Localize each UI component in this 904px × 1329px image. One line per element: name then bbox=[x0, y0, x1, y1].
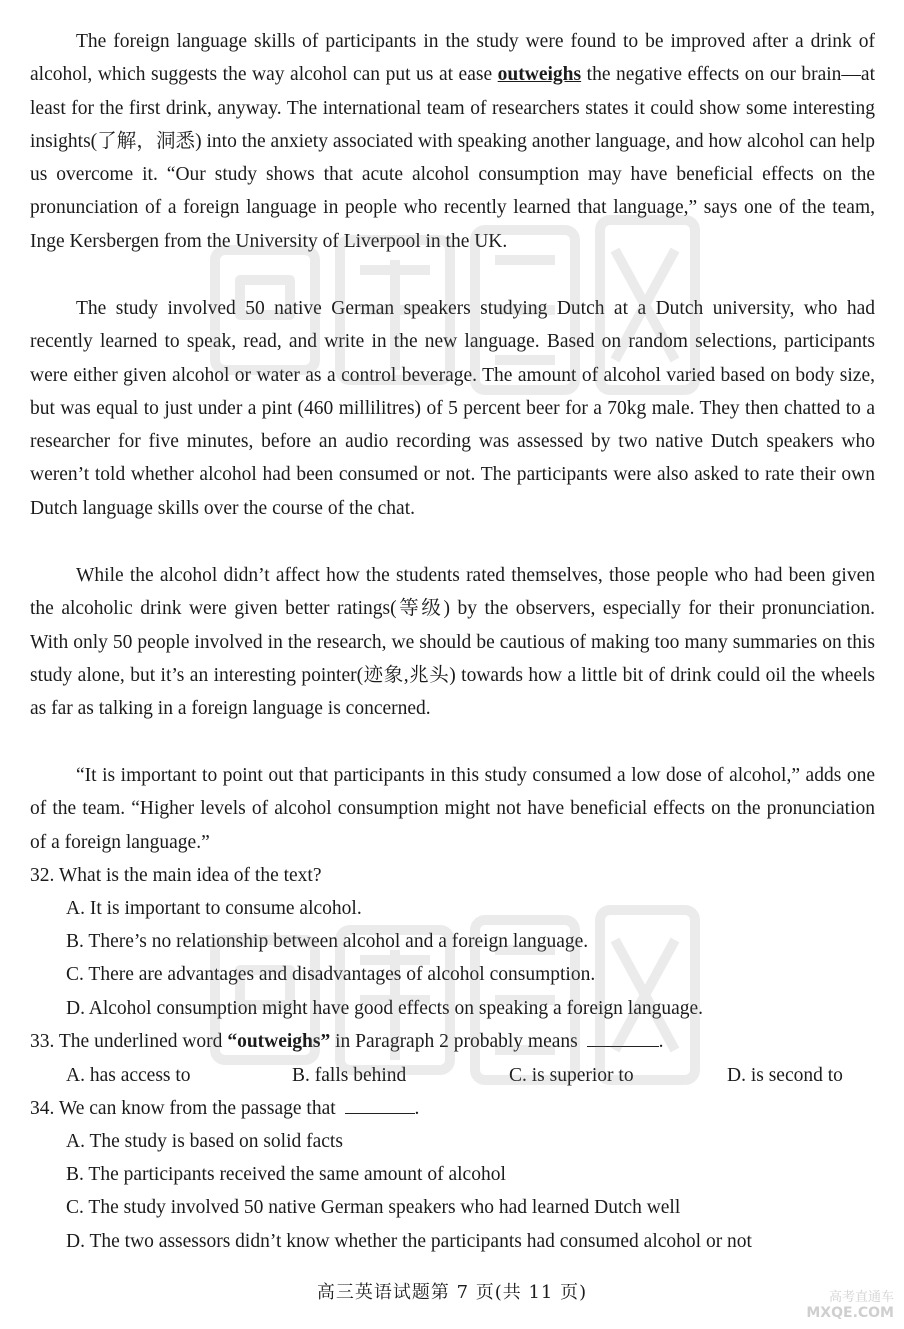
question-33-option-b: B. falls behind bbox=[292, 1065, 407, 1086]
question-33-option-a: A. has access to bbox=[66, 1065, 191, 1086]
question-34-stem-end: . bbox=[414, 1098, 420, 1119]
underlined-keyword: outweighs bbox=[497, 64, 582, 86]
question-34-option-b: B. The participants received the same amount of alcohol bbox=[66, 1164, 506, 1185]
question-33-stem-post: in Paragraph 2 probably means bbox=[330, 1031, 583, 1052]
paragraph-3-text: While the alcohol didn’t affect how the students rated themselves, those people who had been given the alcoholic drink were given better ratings(等级) by the observers, especially for their pronunciation. With only 50 people involved in the research, we should be cautious of making too many summaries on this study alone, but it’s an interesting pointer(迹象,兆头) towards how a little bit of drink could oil the wheels as far as talking in a foreign language is concerned. bbox=[30, 565, 875, 720]
question-32-option-d: D. Alcohol consumption might have good effects on speaking a foreign language. bbox=[66, 998, 704, 1019]
question-34-option-d: D. The two assessors didn’t know whether the participants had consumed alcohol or not bbox=[66, 1231, 752, 1252]
answer-blank bbox=[587, 1028, 659, 1047]
question-34-stem-text: 34. We can know from the passage that bbox=[30, 1098, 341, 1119]
paragraph-3 bbox=[30, 559, 875, 725]
paragraph-2-text: The study involved 50 native German speakers studying Dutch at a Dutch university, who had recently learned to speak, read, and write in the new language. Based on random selections, participants were either given alcohol or water as a control beverage. The amount of alcohol varied based on body size, but was equal to just under a pint (460 millilitres) of 5 percent beer for a 70kg male. They then chatted to a researcher for five minutes, before an audio recording was assessed by two native Dutch speakers who weren’t told whether alcohol had been consumed or not. The participants were also asked to rate their own Dutch language skills over the course of the chat. bbox=[30, 298, 875, 519]
question-34-option-a: A. The study is based on solid facts bbox=[66, 1131, 343, 1152]
question-33-option-d: D. is second to bbox=[727, 1065, 843, 1086]
paragraph-4 bbox=[30, 759, 875, 859]
watermark-text: 高考直通车 bbox=[828, 1290, 894, 1305]
answer-blank bbox=[345, 1095, 415, 1114]
page-footer: 高三英语试题第 7 页(共 11 页) bbox=[316, 1282, 588, 1303]
question-34-option-c: C. The study involved 50 native German speakers who had learned Dutch well bbox=[66, 1197, 681, 1218]
paragraph-2 bbox=[30, 292, 875, 525]
question-33-stem bbox=[30, 1025, 875, 1058]
paragraph-4-text: “It is important to point out that participants in this study consumed a low dose of alcohol,” adds one of the team. “Higher levels of alcohol consumption might not have beneficial effects on the pronunciation of a foreign language.” bbox=[30, 765, 875, 853]
question-33-keyword: “outweighs” bbox=[227, 1031, 331, 1052]
watermark-logo bbox=[806, 1286, 894, 1321]
paragraph-1 bbox=[30, 25, 875, 258]
paragraph-1-text-b: the negative effects on our brain—at least for the first drink, anyway. The international team of researchers states it could show some interesting insights(了解，洞悉) into the anxiety associated with speaking another language, and how alcohol can help us overcome it. “Our study shows that acute alcohol consumption may have beneficial effects on the pronunciation of a foreign language in people who recently learned that language,” says one of the team, Inge Kersbergen from the University of Liverpool in the UK. bbox=[30, 64, 875, 252]
question-32-option-c: C. There are advantages and disadvantages of alcohol consumption. bbox=[66, 964, 596, 985]
question-32-option-a: A. It is important to consume alcohol. bbox=[66, 898, 362, 919]
question-33-stem-end: . bbox=[658, 1031, 664, 1052]
question-33-option-c: C. is superior to bbox=[509, 1065, 634, 1086]
question-32-option-b: B. There’s no relationship between alcohol and a foreign language. bbox=[66, 931, 589, 952]
question-32-stem: 32. What is the main idea of the text? bbox=[30, 865, 322, 886]
question-33-options bbox=[0, 1059, 904, 1093]
watermark-site: MXQE.COM bbox=[806, 1305, 894, 1321]
question-34-stem bbox=[30, 1092, 875, 1125]
paragraph-1-text-a: The foreign language skills of participants in the study were found to be improved after a drink of alcohol, which suggests the way alcohol can put us at ease bbox=[30, 31, 875, 86]
question-33-stem-pre: 33. The underlined word bbox=[30, 1031, 228, 1052]
